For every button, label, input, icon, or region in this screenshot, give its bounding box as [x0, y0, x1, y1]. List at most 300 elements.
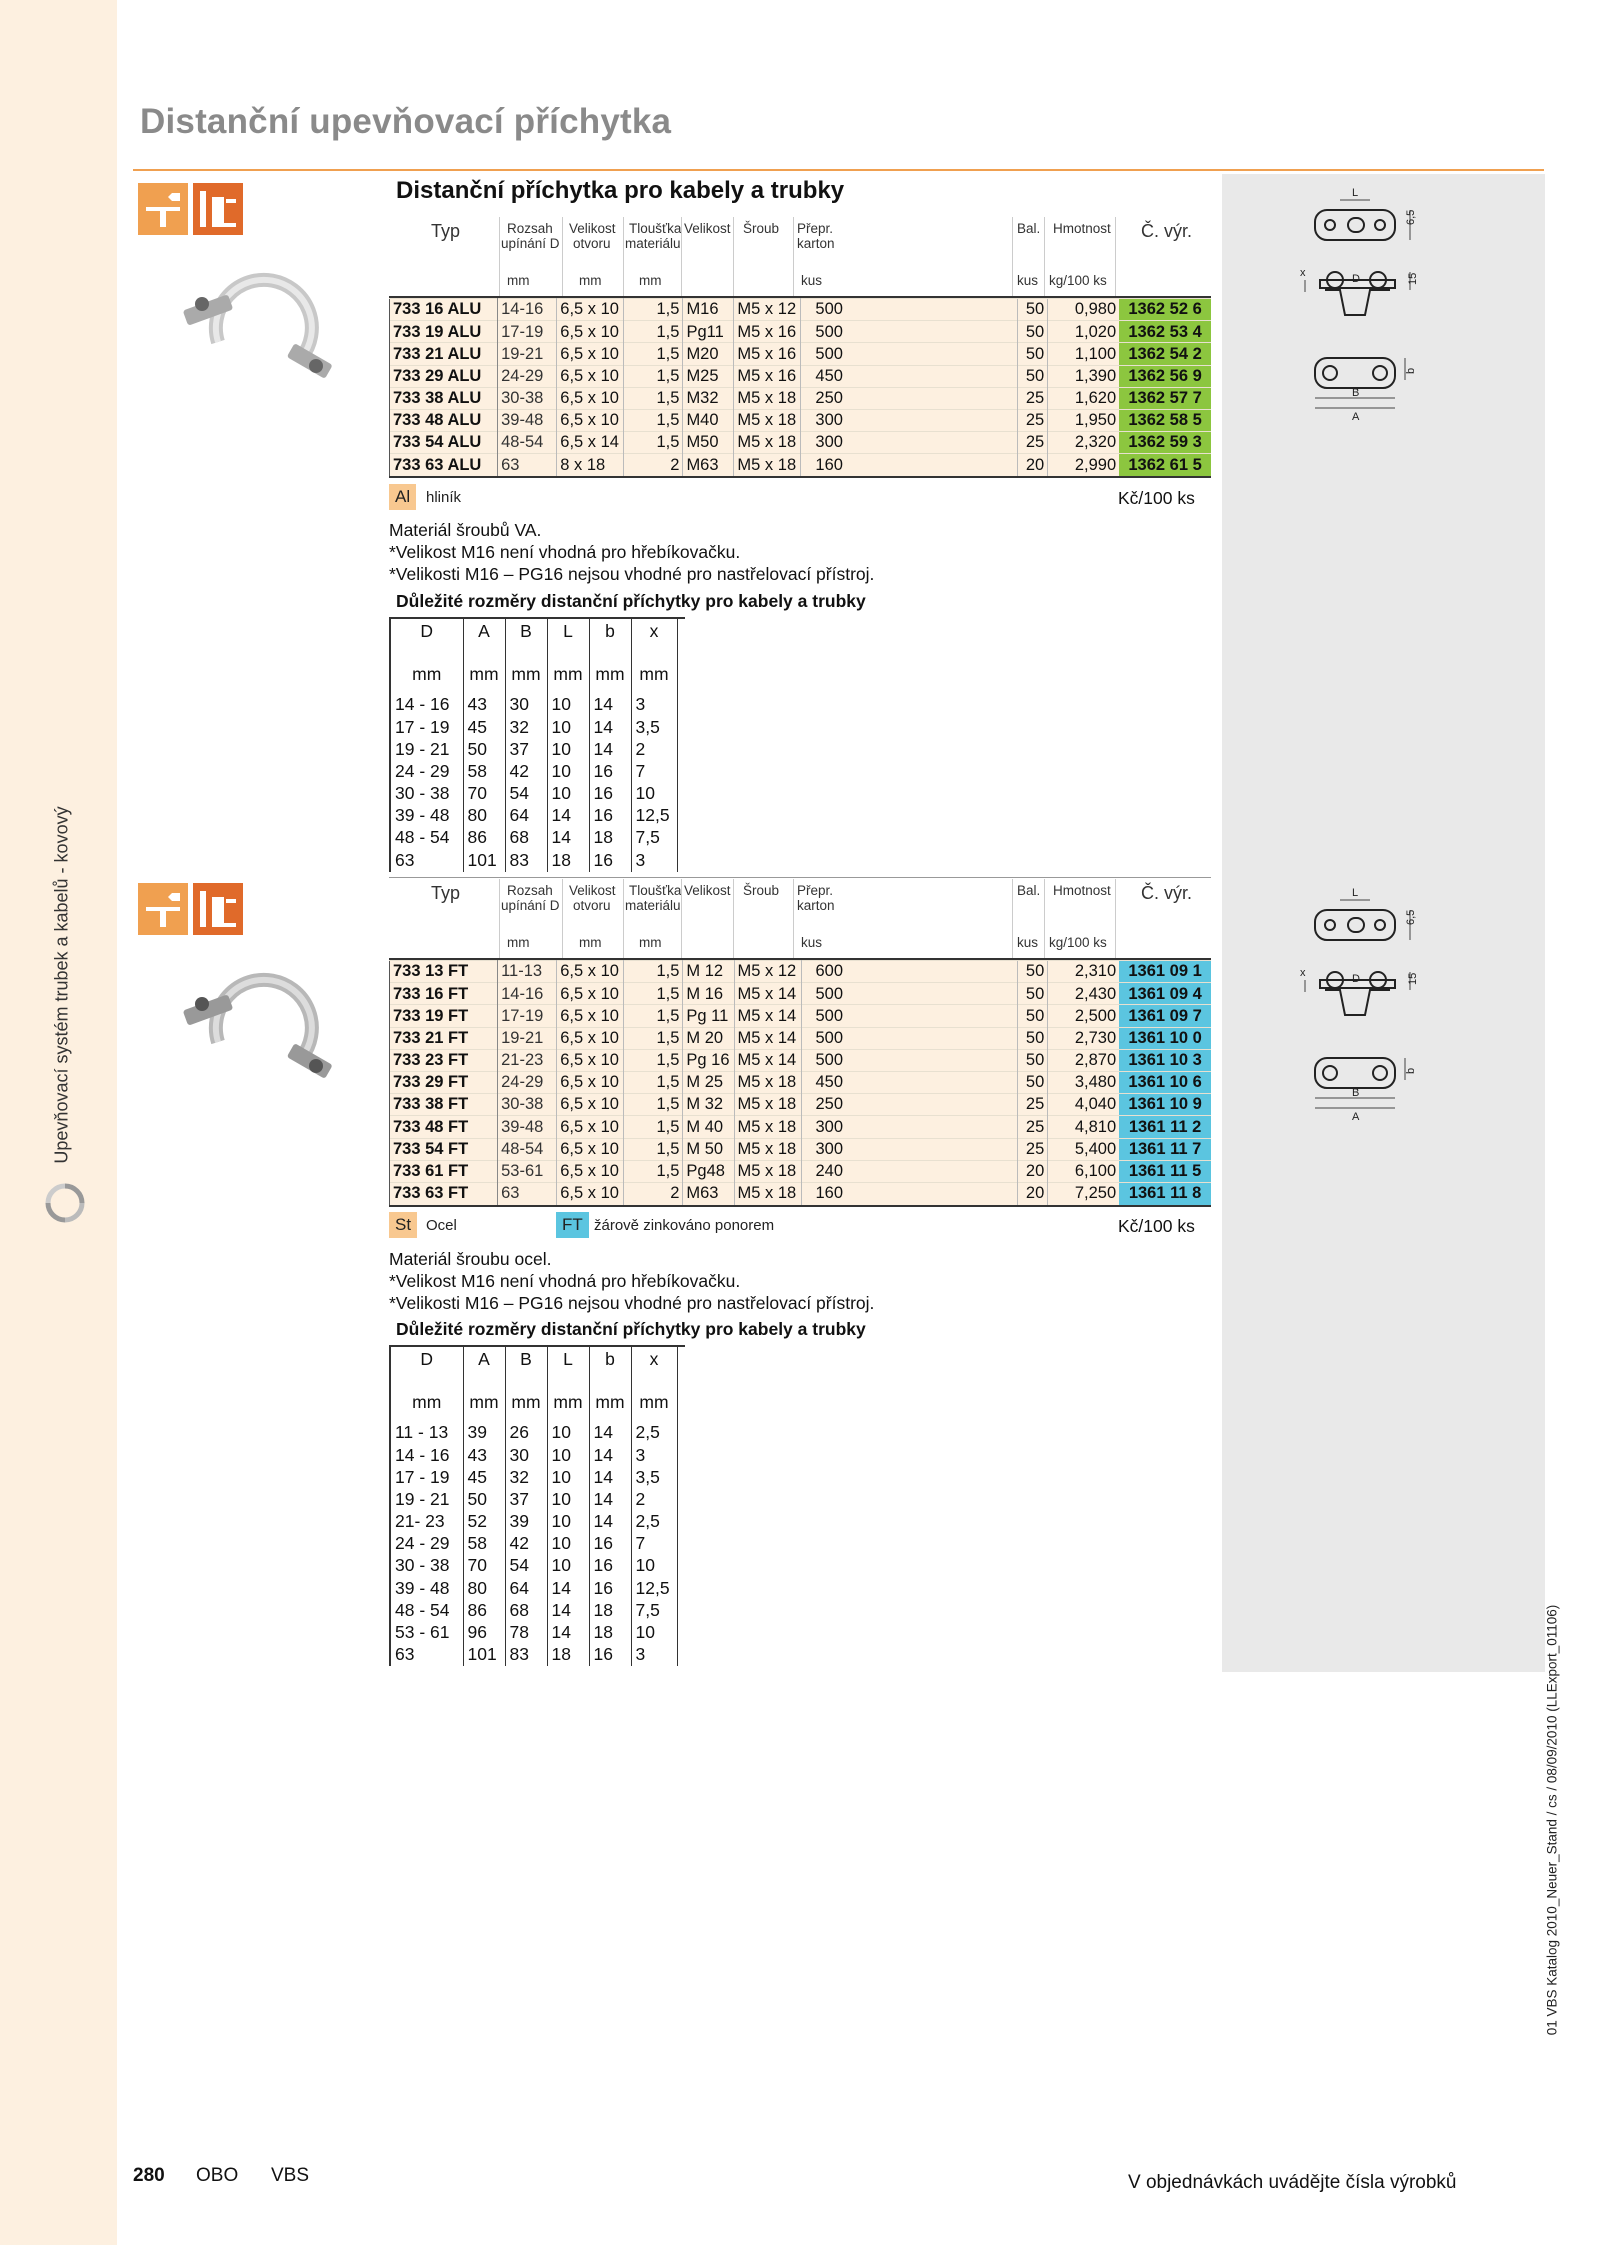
product-photo-alu: [178, 262, 338, 412]
table-cell: M5 x 18: [734, 1071, 801, 1093]
dim-cell: 80: [463, 1577, 505, 1599]
dim-cell: 45: [463, 716, 505, 738]
dim-cell: 64: [505, 805, 547, 827]
table-cell: 2,990: [1048, 454, 1119, 476]
article-number-cell: 1362 56 9: [1119, 365, 1211, 387]
catalog-label: 01 VBS Katalog 2010_Neuer_Stand / cs / 08/09/2010 (LLExport_01106): [1544, 1604, 1560, 2036]
table-cell: Pg11: [683, 321, 734, 343]
table-cell: 6,5 x 10: [557, 321, 624, 343]
article-number-cell: 1361 11 5: [1119, 1160, 1211, 1182]
table-row: [390, 961, 1212, 983]
dim-cell: 10: [547, 783, 589, 805]
table-cell: M5 x 18: [734, 1116, 801, 1138]
table-cell: 19-21: [498, 343, 557, 365]
table-cell: 4,040: [1048, 1094, 1119, 1116]
dim-cell: 14: [547, 1622, 589, 1644]
table-cell: 450: [801, 1071, 1017, 1093]
article-number-cell: 1361 09 4: [1119, 983, 1211, 1005]
table-cell: 53-61: [498, 1160, 557, 1182]
dimension-table-1: [389, 619, 678, 872]
table-cell: 6,5 x 10: [557, 1138, 624, 1160]
dim-cell: 7: [631, 761, 677, 783]
dim-header: A: [463, 1347, 505, 1384]
dim-cell: 50: [463, 738, 505, 760]
table-cell: M5 x 18: [734, 1094, 801, 1116]
dim-unit: mm: [463, 656, 505, 694]
table-cell: 17-19: [498, 321, 557, 343]
table-cell: 48-54: [498, 432, 557, 454]
table-cell: 24-29: [498, 1071, 557, 1093]
dim-cell: 3: [631, 1444, 677, 1466]
dim-cell: 39 - 48: [390, 805, 463, 827]
table-cell: 6,5 x 10: [557, 409, 624, 431]
table-cell: 30-38: [498, 387, 557, 409]
footer-order-note: V objednávkách uvádějte čísla výrobků: [1128, 2172, 1457, 2193]
table-cell: 14-16: [498, 299, 557, 321]
table-cell: M5 x 14: [734, 1027, 801, 1049]
dim-cell: 7,5: [631, 1600, 677, 1622]
table-cell: 1,5: [624, 983, 683, 1005]
table-cell: 6,5 x 10: [557, 1094, 624, 1116]
table-cell: M 12: [683, 961, 734, 983]
dim-unit: mm: [547, 1384, 589, 1422]
table-cell: M5 x 18: [734, 1138, 801, 1160]
dim-header: x: [631, 1347, 677, 1384]
dim-cell: 50: [463, 1489, 505, 1511]
table-cell: M63: [683, 454, 734, 476]
dimension-table-2: [389, 1347, 678, 1666]
dim-cell: 83: [505, 849, 547, 871]
table-cell: 50: [1017, 299, 1048, 321]
table-cell: M32: [683, 387, 734, 409]
dim-row: [390, 1511, 677, 1533]
dim-cell: 17 - 19: [390, 1466, 463, 1488]
dim-cell: 30 - 38: [390, 1555, 463, 1577]
dim-cell: 18: [589, 827, 631, 849]
table-row: [390, 454, 1212, 476]
table-row: [390, 1049, 1212, 1071]
title-rule: [133, 169, 1544, 171]
table-cell: 1,950: [1048, 409, 1119, 431]
dim-unit: mm: [505, 1384, 547, 1422]
dim-cell: 11 - 13: [390, 1422, 463, 1444]
table-cell: 160: [801, 454, 1017, 476]
table-cell: 50: [1017, 321, 1048, 343]
table-cell: 2,310: [1048, 961, 1119, 983]
dim-cell: 24 - 29: [390, 761, 463, 783]
dim-cell: 14: [547, 1577, 589, 1599]
table-cell: 1,5: [624, 387, 683, 409]
table-cell: 1,5: [624, 1138, 683, 1160]
dim-unit: mm: [631, 656, 677, 694]
article-number-cell: 1361 11 8: [1119, 1182, 1211, 1204]
dim-cell: 10: [631, 1555, 677, 1577]
table-cell: 30-38: [498, 1094, 557, 1116]
article-number-cell: 1361 10 0: [1119, 1027, 1211, 1049]
dim-unit: mm: [390, 1384, 463, 1422]
dim-cell: 2,5: [631, 1422, 677, 1444]
dim-cell: 39: [505, 1511, 547, 1533]
table-cell: 48-54: [498, 1138, 557, 1160]
table-cell: 1,5: [624, 1005, 683, 1027]
drawing-label-B: B: [1352, 387, 1360, 399]
dim-cell: 54: [505, 783, 547, 805]
table-cell: 2: [624, 454, 683, 476]
dim-cell: 14: [589, 694, 631, 716]
dim-header: D: [390, 1347, 463, 1384]
table-cell: 1,5: [624, 432, 683, 454]
table-cell: 6,5 x 10: [557, 1160, 624, 1182]
table-row: [390, 365, 1212, 387]
dim-row: [390, 1555, 677, 1577]
dim-row: [390, 805, 677, 827]
table-cell: 6,5 x 10: [557, 299, 624, 321]
table-cell: M 20: [683, 1027, 734, 1049]
dim-cell: 86: [463, 1600, 505, 1622]
type-cell: 733 38 ALU: [390, 387, 498, 409]
dim-row: [390, 1577, 677, 1599]
dim-cell: 14: [589, 716, 631, 738]
material-label-al: hliník: [426, 489, 462, 506]
article-number-cell: 1362 54 2: [1119, 343, 1211, 365]
table-cell: M 40: [683, 1116, 734, 1138]
dim-cell: 7,5: [631, 827, 677, 849]
article-number-cell: 1362 57 7: [1119, 387, 1211, 409]
dim-cell: 39 - 48: [390, 1577, 463, 1599]
type-cell: 733 19 FT: [390, 1005, 498, 1027]
dim-cell: 10: [631, 1622, 677, 1644]
side-label: Upevňovací systém trubek a kabelů - kovový: [51, 806, 72, 1164]
dim-cell: 96: [463, 1622, 505, 1644]
material-code-ft: FT: [556, 1212, 589, 1238]
dim-cell: 2: [631, 1489, 677, 1511]
table-cell: 25: [1017, 1094, 1048, 1116]
dim-cell: 3,5: [631, 716, 677, 738]
drawing2-label-L: L: [1352, 887, 1359, 899]
dim-cell: 64: [505, 1577, 547, 1599]
table-cell: 50: [1017, 343, 1048, 365]
dim-cell: 10: [547, 1555, 589, 1577]
drawing2-label-A: A: [1352, 1111, 1360, 1123]
dim-cell: 42: [505, 761, 547, 783]
dim-cell: 18: [547, 849, 589, 871]
drawing-label-D: D: [1352, 273, 1360, 285]
table-cell: M63: [683, 1182, 734, 1204]
table-cell: M5 x 14: [734, 1005, 801, 1027]
dim-cell: 86: [463, 827, 505, 849]
dim-cell: 3: [631, 694, 677, 716]
table-cell: 500: [801, 1027, 1017, 1049]
dim-row: [390, 1466, 677, 1488]
dim-cell: 18: [547, 1644, 589, 1666]
table-cell: 6,5 x 14: [557, 432, 624, 454]
table-cell: 0,980: [1048, 299, 1119, 321]
type-cell: 733 19 ALU: [390, 321, 498, 343]
table-cell: 500: [801, 343, 1017, 365]
table-row: [390, 1116, 1212, 1138]
table-cell: 50: [1017, 1005, 1048, 1027]
table-cell: 1,5: [624, 1116, 683, 1138]
dim-row: [390, 694, 677, 716]
table-cell: 300: [801, 432, 1017, 454]
table-cell: 39-48: [498, 1116, 557, 1138]
table-cell: M20: [683, 343, 734, 365]
table-cell: 1,5: [624, 1049, 683, 1071]
type-cell: 733 54 FT: [390, 1138, 498, 1160]
table-cell: 25: [1017, 1116, 1048, 1138]
dim-cell: 58: [463, 761, 505, 783]
table-cell: 300: [801, 1116, 1017, 1138]
note-2-1: Materiál šroubu ocel.: [389, 1249, 552, 1269]
dim-cell: 12,5: [631, 805, 677, 827]
type-cell: 733 63 ALU: [390, 454, 498, 476]
dim-cell: 68: [505, 827, 547, 849]
dim-cell: 10: [547, 1466, 589, 1488]
drawing2-label-D: D: [1352, 973, 1360, 985]
table-cell: 5,400: [1048, 1138, 1119, 1160]
table-cell: 6,5 x 10: [557, 961, 624, 983]
table-cell: 25: [1017, 409, 1048, 431]
drawing-label-L: L: [1352, 187, 1359, 199]
table-cell: 6,5 x 10: [557, 1049, 624, 1071]
dim-cell: 14: [589, 1466, 631, 1488]
dim-cell: 24 - 29: [390, 1533, 463, 1555]
table-cell: 2,430: [1048, 983, 1119, 1005]
dim-cell: 14: [589, 1422, 631, 1444]
dim-cell: 16: [589, 761, 631, 783]
footer-system: VBS: [271, 2165, 310, 2186]
table-cell: 6,5 x 10: [557, 365, 624, 387]
table-cell: 6,5 x 10: [557, 1116, 624, 1138]
table-cell: 1,020: [1048, 321, 1119, 343]
table-cell: 6,5 x 10: [557, 387, 624, 409]
table-cell: 2: [624, 1182, 683, 1204]
dim-row: [390, 1600, 677, 1622]
table-cell: 1,5: [624, 1027, 683, 1049]
article-number-cell: 1361 10 3: [1119, 1049, 1211, 1071]
dim-cell: 10: [631, 783, 677, 805]
dim-cell: 10: [547, 1489, 589, 1511]
dim-cell: 18: [589, 1622, 631, 1644]
drawing-label-x: x: [1300, 267, 1306, 279]
dim-cell: 43: [463, 694, 505, 716]
drawing2-label-h: 6,5: [1405, 909, 1417, 925]
page-title: Distanční upevňovací příchytka: [140, 102, 672, 141]
dim-row: [390, 1533, 677, 1555]
material-label-ft: žárově zinkováno ponorem: [594, 1217, 775, 1234]
dim-cell: 10: [547, 1533, 589, 1555]
dim-cell: 10: [547, 1444, 589, 1466]
dim-cell: 14: [589, 1444, 631, 1466]
table-cell: 50: [1017, 365, 1048, 387]
drawing-label-h: 6,5: [1405, 209, 1417, 225]
dim-cell: 3,5: [631, 1466, 677, 1488]
dim-row: [390, 1444, 677, 1466]
type-cell: 733 61 FT: [390, 1160, 498, 1182]
table-cell: 1,5: [624, 409, 683, 431]
dim-cell: 12,5: [631, 1577, 677, 1599]
dim-cell: 14: [547, 1600, 589, 1622]
price-unit-1: Kč/100 ks: [1118, 488, 1195, 508]
table-header-2: Typ Rozsah upínání D mm Velikost otvoru mm Tloušťka materiálu mm Velikost Šroub Přepr. karton kus Bal. kus Hmotnost kg/100 ks Č. výr.: [389, 879, 1211, 975]
table-row: [390, 983, 1212, 1005]
table-cell: 8 x 18: [557, 454, 624, 476]
dim-cell: 14 - 16: [390, 1444, 463, 1466]
table-row: [390, 1071, 1212, 1093]
type-cell: 733 16 ALU: [390, 299, 498, 321]
dim-cell: 101: [463, 849, 505, 871]
table-cell: M5 x 14: [734, 1049, 801, 1071]
dim-cell: 7: [631, 1533, 677, 1555]
table-cell: M 32: [683, 1094, 734, 1116]
type-cell: 733 38 FT: [390, 1094, 498, 1116]
dim-cell: 14: [589, 738, 631, 760]
table-cell: M5 x 16: [734, 343, 801, 365]
dim-cell: 2,5: [631, 1511, 677, 1533]
dim-cell: 53 - 61: [390, 1622, 463, 1644]
dim-cell: 48 - 54: [390, 827, 463, 849]
table-cell: 1,5: [624, 1160, 683, 1182]
table-cell: 2,870: [1048, 1049, 1119, 1071]
table-cell: 6,5 x 10: [557, 1027, 624, 1049]
type-cell: 733 63 FT: [390, 1182, 498, 1204]
dim-cell: 16: [589, 783, 631, 805]
table-cell: Pg 11: [683, 1005, 734, 1027]
drawing2-label-B: B: [1352, 1087, 1360, 1099]
table-cell: 1,620: [1048, 387, 1119, 409]
dim-header: A: [463, 619, 505, 656]
dim-unit: mm: [390, 656, 463, 694]
table-cell: 39-48: [498, 409, 557, 431]
table-cell: M 50: [683, 1138, 734, 1160]
dim-header: D: [390, 619, 463, 656]
table-cell: 1,100: [1048, 343, 1119, 365]
table-cell: 7,250: [1048, 1182, 1119, 1204]
section-title: Distanční příchytka pro kabely a trubky: [396, 177, 845, 204]
dim-cell: 80: [463, 805, 505, 827]
table-cell: 250: [801, 1094, 1017, 1116]
dim-header: b: [589, 619, 631, 656]
table-cell: M25: [683, 365, 734, 387]
dim-cell: 10: [547, 738, 589, 760]
table-cell: 21-23: [498, 1049, 557, 1071]
table-cell: 11-13: [498, 961, 557, 983]
drawing2-label-b: b: [1405, 1067, 1417, 1074]
dim-row: [390, 738, 677, 760]
table-cell: 3,480: [1048, 1071, 1119, 1093]
table-row: [390, 343, 1212, 365]
table-cell: 250: [801, 387, 1017, 409]
dim-header: L: [547, 619, 589, 656]
table-cell: M5 x 18: [734, 1182, 801, 1204]
dim-cell: 3: [631, 1644, 677, 1666]
table-row: [390, 1138, 1212, 1160]
table-cell: 63: [498, 454, 557, 476]
drawing-label-A: A: [1352, 411, 1360, 423]
table-cell: 240: [801, 1160, 1017, 1182]
dim-cell: 39: [463, 1422, 505, 1444]
dim-row: [390, 761, 677, 783]
article-number-cell: 1361 11 7: [1119, 1138, 1211, 1160]
table-cell: 25: [1017, 1138, 1048, 1160]
dim-row: [390, 827, 677, 849]
type-cell: 733 23 FT: [390, 1049, 498, 1071]
table-cell: 25: [1017, 387, 1048, 409]
type-cell: 733 13 FT: [390, 961, 498, 983]
table-cell: M 16: [683, 983, 734, 1005]
material-code-st: St: [389, 1212, 417, 1238]
dim-cell: 58: [463, 1533, 505, 1555]
product-table-ft: [389, 960, 1211, 1205]
table-cell: 500: [801, 299, 1017, 321]
page-number: 280: [133, 2165, 165, 2186]
table-cell: M5 x 18: [734, 432, 801, 454]
dim-cell: 42: [505, 1533, 547, 1555]
technical-drawing-1: [1300, 180, 1450, 430]
dim-cell: 2: [631, 738, 677, 760]
article-number-cell: 1362 52 6: [1119, 299, 1211, 321]
article-number-cell: 1362 61 5: [1119, 454, 1211, 476]
dim-cell: 10: [547, 761, 589, 783]
type-cell: 733 54 ALU: [390, 432, 498, 454]
dim-cell: 14: [589, 1511, 631, 1533]
dim-title-1: Důležité rozměry distanční příchytky pro kabely a trubky: [396, 591, 866, 611]
table-cell: 6,100: [1048, 1160, 1119, 1182]
table-cell: 1,5: [624, 365, 683, 387]
article-number-cell: 1361 09 7: [1119, 1005, 1211, 1027]
dim-cell: 45: [463, 1466, 505, 1488]
table-cell: 1,5: [624, 343, 683, 365]
table-cell: 50: [1017, 1027, 1048, 1049]
drawing-label-h2: 15: [1407, 272, 1419, 285]
table-row: [390, 1027, 1212, 1049]
table-cell: 500: [801, 983, 1017, 1005]
dim-unit: mm: [631, 1384, 677, 1422]
dim-unit: mm: [547, 656, 589, 694]
table-row: [390, 321, 1212, 343]
article-number-cell: 1362 59 3: [1119, 432, 1211, 454]
dim-cell: 37: [505, 738, 547, 760]
dim-cell: 14: [547, 827, 589, 849]
dim-cell: 10: [547, 694, 589, 716]
dim-row: [390, 849, 677, 871]
dim-cell: 17 - 19: [390, 716, 463, 738]
dim-cell: 16: [589, 1644, 631, 1666]
table-cell: M5 x 12: [734, 961, 801, 983]
dim-cell: 21- 23: [390, 1511, 463, 1533]
table-row: [390, 409, 1212, 431]
table-cell: 4,810: [1048, 1116, 1119, 1138]
table-cell: M40: [683, 409, 734, 431]
table-row: [390, 1182, 1212, 1204]
table-cell: 50: [1017, 961, 1048, 983]
table-cell: 63: [498, 1182, 557, 1204]
note-2-2: *Velikost M16 není vhodná pro hřebíkovačku.: [389, 1271, 741, 1291]
dim-cell: 52: [463, 1511, 505, 1533]
table-header-1: Typ Rozsah upínání D mm Velikost otvoru mm Tloušťka materiálu mm Velikost Šroub Přepr. karton kus Bal. kus Hmotnost kg/100 ks Č. výr.: [389, 217, 1211, 313]
table-cell: 2,500: [1048, 1005, 1119, 1027]
dim-cell: 10: [547, 716, 589, 738]
dim-cell: 14: [547, 805, 589, 827]
type-cell: 733 48 ALU: [390, 409, 498, 431]
mounting-icons: [138, 183, 243, 235]
mounting-icons-2: [138, 883, 243, 935]
table-row: [390, 299, 1212, 321]
table-cell: 20: [1017, 1182, 1048, 1204]
dim-cell: 32: [505, 1466, 547, 1488]
dim-header: L: [547, 1347, 589, 1384]
table-cell: M5 x 16: [734, 321, 801, 343]
